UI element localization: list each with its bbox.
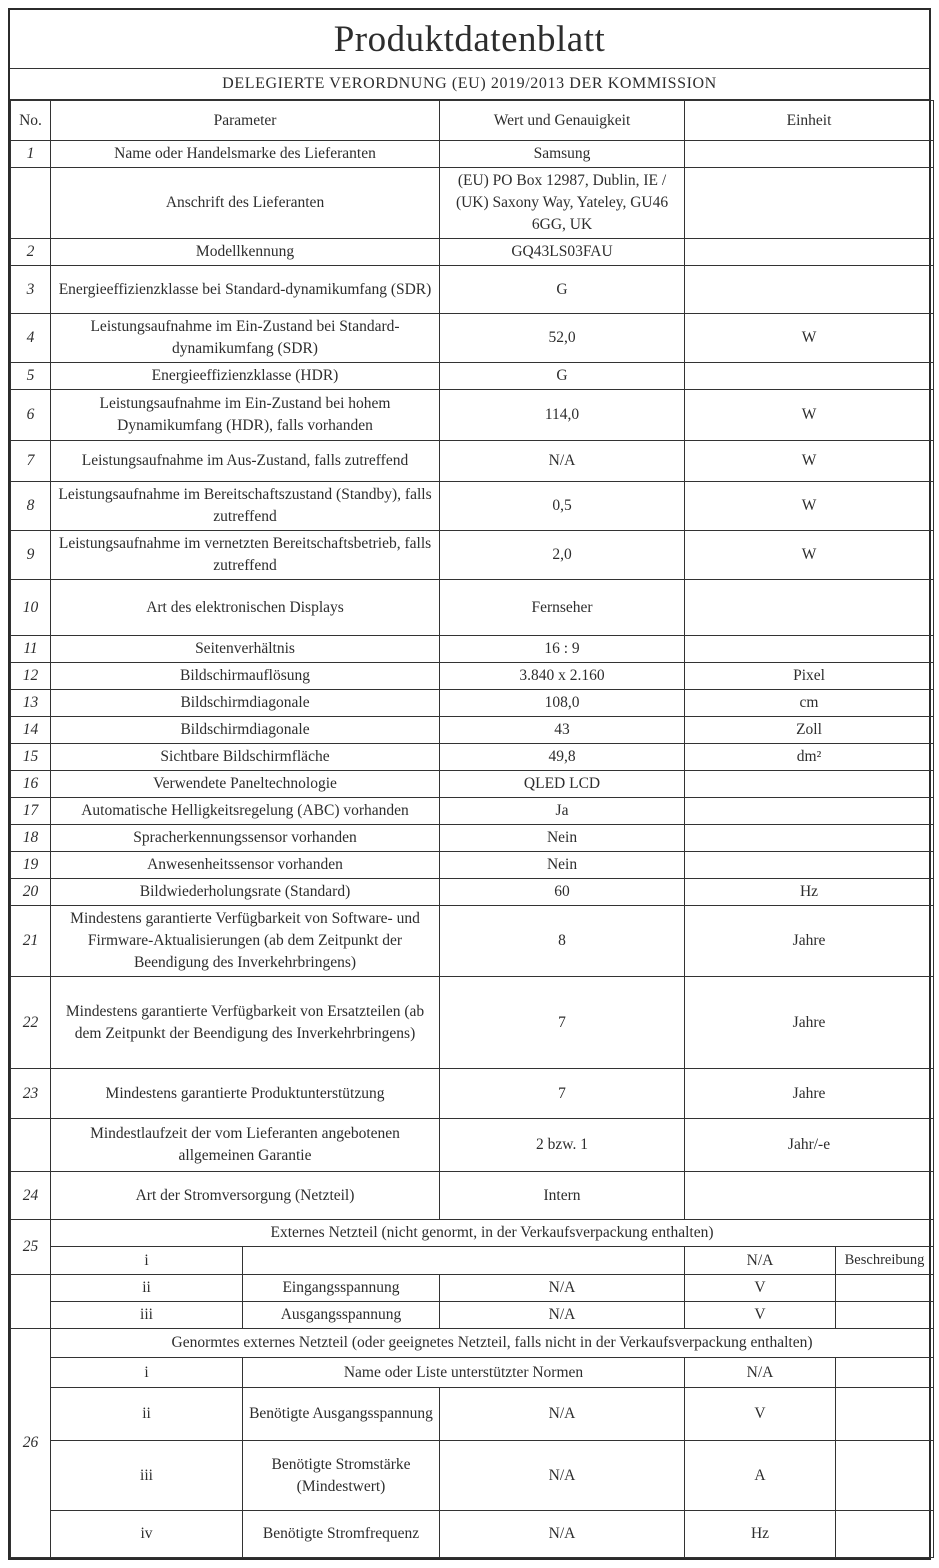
column-header-unit: Einheit xyxy=(685,101,934,141)
table-row xyxy=(11,1511,934,1558)
parameter-cell: Benötigte Stromstärke (Mindestwert) xyxy=(243,1441,440,1511)
table-row xyxy=(11,1119,934,1172)
table-row xyxy=(11,1275,934,1302)
row-number-cell: 14 xyxy=(11,717,51,744)
datasheet-table xyxy=(10,100,934,1558)
description-header-cell: Beschreibung xyxy=(836,1247,934,1275)
row-number-cell: 13 xyxy=(11,690,51,717)
value-cell: Samsung xyxy=(440,141,685,168)
section-header-cell: Genormtes externes Netzteil (oder geeignetes Netzteil, falls nicht in der Verkaufsverpackung enthalten) xyxy=(51,1329,934,1358)
empty-cell xyxy=(836,1511,934,1558)
unit-cell: W xyxy=(685,441,934,482)
value-cell: G xyxy=(440,363,685,390)
value-cell: Ja xyxy=(440,798,685,825)
unit-cell xyxy=(685,798,934,825)
empty-cell xyxy=(836,1358,934,1388)
value-cell: 2,0 xyxy=(440,531,685,580)
table-row xyxy=(11,168,934,239)
table-row xyxy=(11,141,934,168)
unit-cell: Zoll xyxy=(685,717,934,744)
row-number-cell: 2 xyxy=(11,239,51,266)
row-number-cell: 15 xyxy=(11,744,51,771)
empty-cell xyxy=(836,1302,934,1329)
parameter-cell: Leistungsaufnahme im Ein-Zustand bei hohem Dynamikumfang (HDR), falls vorhanden xyxy=(51,390,440,441)
parameter-cell: Eingangsspannung xyxy=(243,1275,440,1302)
unit-cell: Jahr/-e xyxy=(685,1119,934,1172)
datasheet-sheet xyxy=(8,8,931,1560)
unit-cell xyxy=(685,363,934,390)
unit-cell xyxy=(685,825,934,852)
column-header-value: Wert und Genauigkeit xyxy=(440,101,685,141)
unit-cell: W xyxy=(685,482,934,531)
value-cell: QLED LCD xyxy=(440,771,685,798)
sub-index-cell: i xyxy=(51,1358,243,1388)
table-row xyxy=(11,441,934,482)
parameter-cell: Leistungsaufnahme im Ein-Zustand bei Standard-dynamikumfang (SDR) xyxy=(51,314,440,363)
table-row xyxy=(11,690,934,717)
parameter-cell: Bildschirmdiagonale xyxy=(51,717,440,744)
sub-index-cell: ii xyxy=(51,1275,243,1302)
row-number-cell: 22 xyxy=(11,977,51,1069)
parameter-cell: Sichtbare Bildschirmfläche xyxy=(51,744,440,771)
value-cell: 43 xyxy=(440,717,685,744)
value-cell: (EU) PO Box 12987, Dublin, IE / (UK) Saxony Way, Yateley, GU46 6GG, UK xyxy=(440,168,685,239)
row-number-cell: 8 xyxy=(11,482,51,531)
row-number-cell: 9 xyxy=(11,531,51,580)
parameter-cell: Verwendete Paneltechnologie xyxy=(51,771,440,798)
table-row xyxy=(11,852,934,879)
unit-cell xyxy=(685,141,934,168)
header-row xyxy=(11,101,934,141)
row-number-cell: 10 xyxy=(11,580,51,636)
parameter-cell: Anwesenheitssensor vorhanden xyxy=(51,852,440,879)
value-cell: N/A xyxy=(440,1302,685,1329)
row-number-cell: 21 xyxy=(11,906,51,977)
page-title: Produktdatenblatt xyxy=(10,10,929,69)
table-row xyxy=(11,1388,934,1441)
parameter-cell: Energieeffizienzklasse (HDR) xyxy=(51,363,440,390)
table-row xyxy=(11,1441,934,1511)
unit-cell xyxy=(685,771,934,798)
table-row xyxy=(11,239,934,266)
parameter-cell: Benötigte Ausgangsspannung xyxy=(243,1388,440,1441)
unit-cell xyxy=(685,239,934,266)
table-row xyxy=(11,531,934,580)
table-row xyxy=(11,580,934,636)
table-row xyxy=(11,314,934,363)
unit-cell: cm xyxy=(685,690,934,717)
value-cell: 16 : 9 xyxy=(440,636,685,663)
row-number-cell: 25 xyxy=(11,1220,51,1275)
regulation-subtitle: DELEGIERTE VERORDNUNG (EU) 2019/2013 DER KOMMISSION xyxy=(10,69,929,100)
parameter-cell: Ausgangsspannung xyxy=(243,1302,440,1329)
value-cell: N/A xyxy=(685,1247,836,1275)
table-row xyxy=(11,266,934,314)
parameter-cell: Mindestlaufzeit der vom Lieferanten angebotenen allgemeinen Garantie xyxy=(51,1119,440,1172)
table-row xyxy=(11,1172,934,1220)
unit-cell: Jahre xyxy=(685,1069,934,1119)
value-cell: 0,5 xyxy=(440,482,685,531)
parameter-cell: Bildschirmdiagonale xyxy=(51,690,440,717)
row-number-cell: 6 xyxy=(11,390,51,441)
unit-cell: dm² xyxy=(685,744,934,771)
value-cell: 7 xyxy=(440,1069,685,1119)
row-number-cell: 17 xyxy=(11,798,51,825)
value-cell: G xyxy=(440,266,685,314)
value-cell: Nein xyxy=(440,852,685,879)
value-cell: Nein xyxy=(440,825,685,852)
sub-index-cell: iii xyxy=(51,1441,243,1511)
row-number-cell: 7 xyxy=(11,441,51,482)
table-row xyxy=(11,879,934,906)
table-row xyxy=(11,825,934,852)
value-cell: 49,8 xyxy=(440,744,685,771)
parameter-cell: Mindestens garantierte Verfügbarkeit von Ersatzteilen (ab dem Zeitpunkt der Beendigung des Inverkehrbringens) xyxy=(51,977,440,1069)
row-number-cell xyxy=(11,1275,51,1329)
parameter-cell: Leistungsaufnahme im Aus-Zustand, falls zutreffend xyxy=(51,441,440,482)
unit-cell: W xyxy=(685,314,934,363)
unit-cell: V xyxy=(685,1302,836,1329)
parameter-cell: Leistungsaufnahme im vernetzten Bereitschaftsbetrieb, falls zutreffend xyxy=(51,531,440,580)
row-number-cell: 11 xyxy=(11,636,51,663)
row-number-cell: 19 xyxy=(11,852,51,879)
unit-cell xyxy=(685,580,934,636)
table-row xyxy=(11,798,934,825)
parameter-cell: Seitenverhältnis xyxy=(51,636,440,663)
table-row xyxy=(11,717,934,744)
parameter-cell: Energieeffizienzklasse bei Standard-dynamikumfang (SDR) xyxy=(51,266,440,314)
unit-cell: V xyxy=(685,1275,836,1302)
value-cell: N/A xyxy=(440,441,685,482)
row-number-cell: 23 xyxy=(11,1069,51,1119)
row-number-cell: 26 xyxy=(11,1329,51,1558)
sub-index-cell: ii xyxy=(51,1388,243,1441)
unit-cell xyxy=(685,266,934,314)
row-number-cell: 20 xyxy=(11,879,51,906)
row-number-cell xyxy=(11,168,51,239)
value-cell: N/A xyxy=(440,1441,685,1511)
value-cell: 3.840 x 2.160 xyxy=(440,663,685,690)
row-number-cell: 16 xyxy=(11,771,51,798)
table-row xyxy=(11,482,934,531)
unit-cell xyxy=(685,168,934,239)
parameter-cell: Art der Stromversorgung (Netzteil) xyxy=(51,1172,440,1220)
value-cell: N/A xyxy=(440,1275,685,1302)
unit-cell xyxy=(685,636,934,663)
sub-index-cell: iv xyxy=(51,1511,243,1558)
unit-cell: V xyxy=(685,1388,836,1441)
parameter-cell: Name oder Liste unterstützter Normen xyxy=(243,1358,685,1388)
row-number-cell: 1 xyxy=(11,141,51,168)
row-number-cell: 18 xyxy=(11,825,51,852)
value-cell: 114,0 xyxy=(440,390,685,441)
value-cell: 2 bzw. 1 xyxy=(440,1119,685,1172)
unit-cell: Pixel xyxy=(685,663,934,690)
value-cell: N/A xyxy=(685,1358,836,1388)
empty-cell xyxy=(836,1441,934,1511)
value-cell: 60 xyxy=(440,879,685,906)
table-row xyxy=(11,390,934,441)
row-number-cell: 24 xyxy=(11,1172,51,1220)
table-row xyxy=(11,1220,934,1247)
unit-cell: W xyxy=(685,531,934,580)
empty-cell xyxy=(836,1275,934,1302)
sub-index-cell: i xyxy=(51,1247,243,1275)
unit-cell: W xyxy=(685,390,934,441)
parameter-cell: Anschrift des Lieferanten xyxy=(51,168,440,239)
unit-cell xyxy=(685,1172,934,1220)
value-cell: N/A xyxy=(440,1511,685,1558)
value-cell: Fernseher xyxy=(440,580,685,636)
parameter-cell: Name oder Handelsmarke des Lieferanten xyxy=(51,141,440,168)
parameter-cell: Mindestens garantierte Verfügbarkeit von Software- und Firmware-Aktualisierungen (ab dem Zeitpunkt der Beendigung des Inverkehrbringens) xyxy=(51,906,440,977)
parameter-cell: Modellkennung xyxy=(51,239,440,266)
unit-cell: Jahre xyxy=(685,906,934,977)
row-number-cell: 12 xyxy=(11,663,51,690)
parameter-cell: Benötigte Stromfrequenz xyxy=(243,1511,440,1558)
table-row xyxy=(11,363,934,390)
value-cell: 7 xyxy=(440,977,685,1069)
row-number-cell: 5 xyxy=(11,363,51,390)
unit-cell xyxy=(685,852,934,879)
table-row xyxy=(11,906,934,977)
sub-index-cell: iii xyxy=(51,1302,243,1329)
value-cell: N/A xyxy=(440,1388,685,1441)
unit-cell: Hz xyxy=(685,879,934,906)
unit-cell: Hz xyxy=(685,1511,836,1558)
section-header-cell: Externes Netzteil (nicht genormt, in der Verkaufsverpackung enthalten) xyxy=(51,1220,934,1247)
table-row xyxy=(11,636,934,663)
empty-cell xyxy=(836,1388,934,1441)
table-body xyxy=(11,141,934,1558)
value-cell: GQ43LS03FAU xyxy=(440,239,685,266)
column-header-no: No. xyxy=(11,101,51,141)
value-cell: Intern xyxy=(440,1172,685,1220)
value-cell: 52,0 xyxy=(440,314,685,363)
parameter-cell: Spracherkennungssensor vorhanden xyxy=(51,825,440,852)
parameter-cell: Leistungsaufnahme im Bereitschaftszustand (Standby), falls zutreffend xyxy=(51,482,440,531)
parameter-cell: Bildschirmauflösung xyxy=(51,663,440,690)
row-number-cell: 3 xyxy=(11,266,51,314)
row-number-cell xyxy=(11,1119,51,1172)
table-row xyxy=(11,744,934,771)
parameter-cell: Automatische Helligkeitsregelung (ABC) vorhanden xyxy=(51,798,440,825)
table-row xyxy=(11,1069,934,1119)
row-number-cell: 4 xyxy=(11,314,51,363)
parameter-cell: Art des elektronischen Displays xyxy=(51,580,440,636)
table-row xyxy=(11,771,934,798)
unit-cell: Jahre xyxy=(685,977,934,1069)
parameter-cell: Bildwiederholungsrate (Standard) xyxy=(51,879,440,906)
table-row xyxy=(11,663,934,690)
unit-cell: A xyxy=(685,1441,836,1511)
table-row xyxy=(11,1302,934,1329)
table-row xyxy=(11,1247,934,1275)
table-row xyxy=(11,1358,934,1388)
value-cell: 8 xyxy=(440,906,685,977)
table-row xyxy=(11,1329,934,1358)
parameter-cell: Mindestens garantierte Produktunterstützung xyxy=(51,1069,440,1119)
column-header-parameter: Parameter xyxy=(51,101,440,141)
table-row xyxy=(11,977,934,1069)
value-cell: 108,0 xyxy=(440,690,685,717)
empty-cell xyxy=(243,1247,685,1275)
